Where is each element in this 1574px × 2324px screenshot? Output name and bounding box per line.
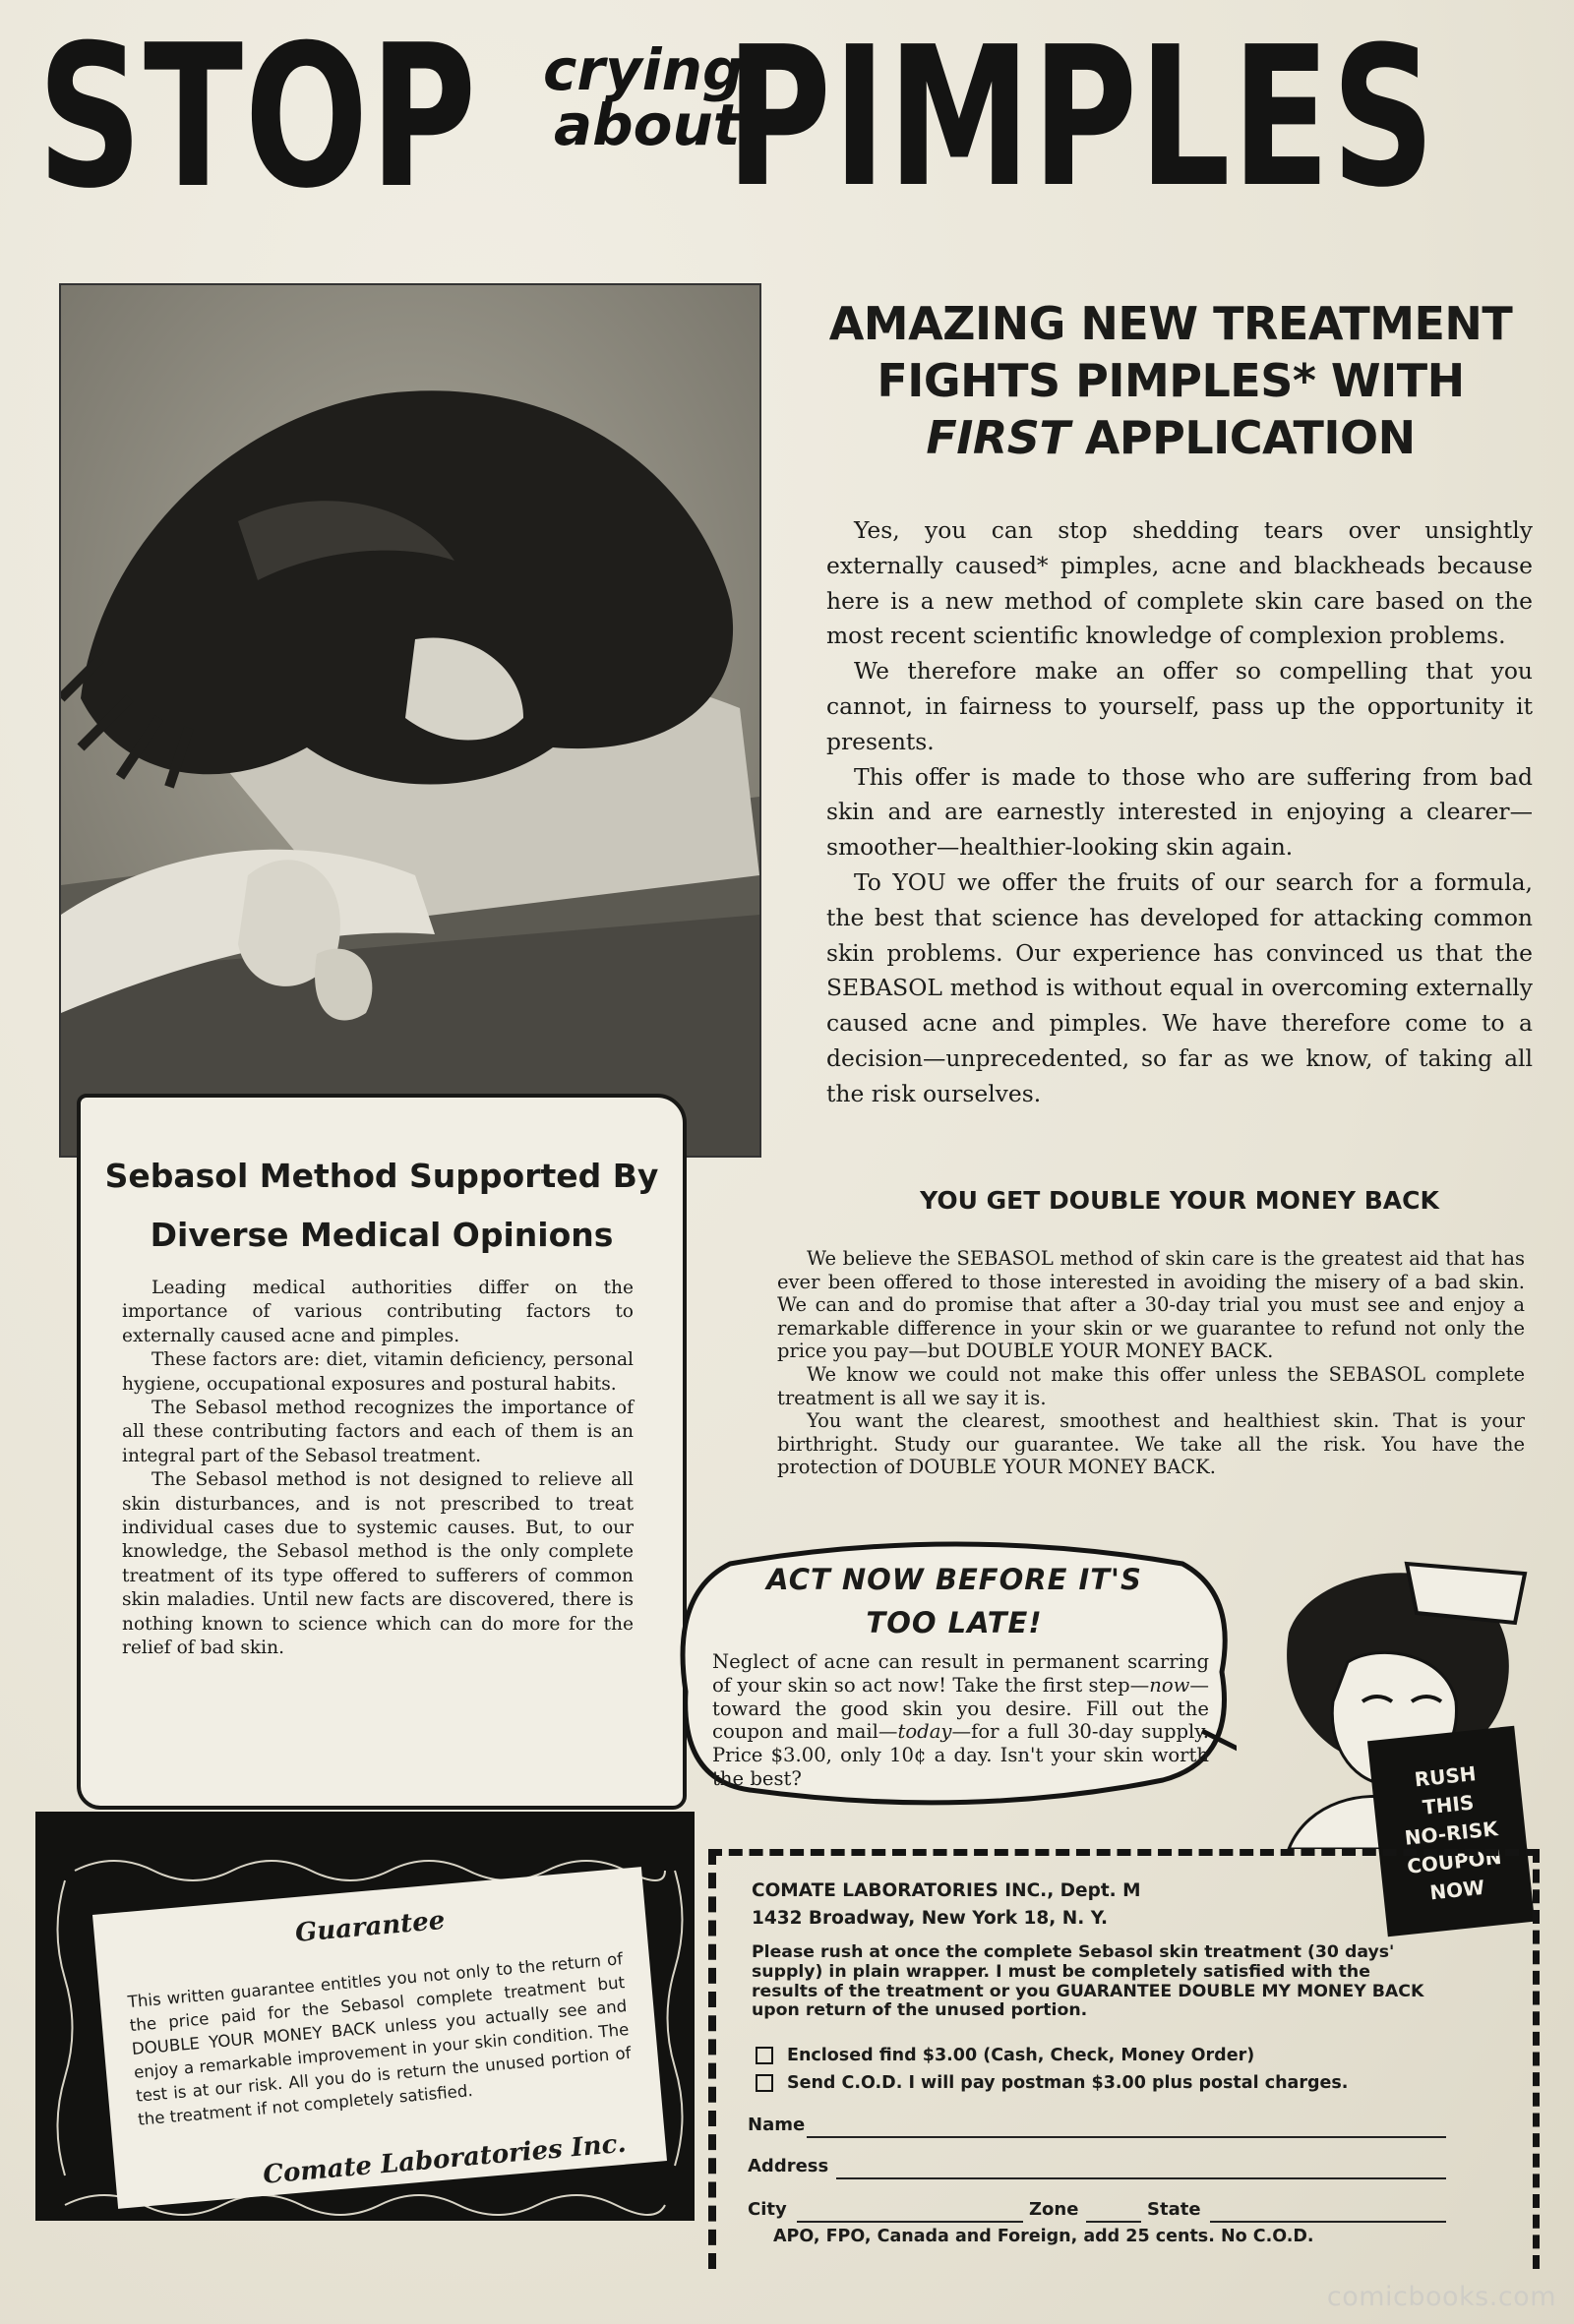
- rush-line: COUPON: [1406, 1844, 1503, 1878]
- right-headline-line3: [807, 409, 1535, 466]
- rush-line: NOW: [1428, 1875, 1486, 1905]
- headline-crying: crying: [543, 36, 744, 103]
- site-watermark: comicbooks.com: [1326, 2282, 1556, 2312]
- act-now-text: —toward the good skin you desire. Fill out the coupon and mail—: [712, 1673, 1209, 1744]
- name-field[interactable]: [807, 2136, 1446, 2138]
- medical-opinions-title: [81, 1147, 683, 1265]
- option-cod[interactable]: [756, 2073, 1348, 2093]
- guarantee-text: This written guarantee entitles you not only to the return of the price paid for the Sebasol complete treatment but DOUBLE YOUR MONEY BACK unless you actually see and enjoy a remarkable improvement in your skin condition. The test is at our risk. All you do is return the unused portion of the treatment if not completely satisfied.: [127, 1949, 633, 2129]
- act-now-title: [689, 1558, 1220, 1644]
- rush-line: THIS: [1421, 1790, 1476, 1819]
- field-state-label: State: [1147, 2199, 1201, 2220]
- field-city-label: City: [748, 2199, 787, 2220]
- guarantee-signature: Comate Laboratories Inc.: [262, 2128, 628, 2190]
- checkbox[interactable]: [756, 2047, 773, 2064]
- headline-about: about: [554, 91, 741, 158]
- support-paragraph: The Sebasol method recognizes the importance of all these contributing factors and each of them is an integral part of the Sebasol treatment.: [122, 1398, 634, 1466]
- money-back-copy: [777, 1247, 1525, 1479]
- act-now-emphasis: today: [897, 1720, 952, 1744]
- title-line: Diverse Medical Opinions: [150, 1216, 614, 1254]
- application-word: APPLICATION: [1069, 411, 1416, 464]
- right-headline-line1: AMAZING NEW TREATMENT: [828, 297, 1513, 350]
- headline-stop: STOP: [37, 3, 478, 232]
- option-label: Enclosed find $3.00 (Cash, Check, Money Order): [787, 2046, 1255, 2065]
- coupon-address: 1432 Broadway, New York 18, N. Y.: [752, 1908, 1109, 1929]
- crying-woman-photo: [59, 283, 761, 1158]
- guarantee-certificate: [35, 1812, 695, 2221]
- title-line: ACT NOW BEFORE IT'S: [766, 1563, 1142, 1596]
- medical-opinions-copy: [122, 1277, 634, 1661]
- coupon-instructions: Please rush at once the complete Sebasol skin treatment (30 days' supply) in plain wrapper. I must be completely satisfied with the results of the treatment or you GUARANTEE DOUBLE MY MONEY BACK upon return of the unused portion.: [752, 1942, 1424, 2021]
- support-paragraph: The Sebasol method is not designed to relieve all skin disturbances, and is not prescribed to treat individual cases due to systemic causes. But, to our knowledge, the Sebasol method is the only complete treatment of its type offered to sufferers of common skin maladies. Until new facts are discovered, there is nothing known to science which can do more for the relief of bad skin.: [122, 1469, 634, 1659]
- option-label: Send C.O.D. I will pay postman $3.00 plus postal charges.: [787, 2073, 1349, 2093]
- coupon-footer: APO, FPO, Canada and Foreign, add 25 cents. No C.O.D.: [773, 2227, 1314, 2246]
- act-now-copy: [712, 1650, 1209, 1791]
- first-word: FIRST: [926, 411, 1070, 464]
- rush-line: NO-RISK: [1403, 1817, 1499, 1850]
- field-zone-label: Zone: [1029, 2199, 1079, 2220]
- rush-line: RUSH: [1413, 1761, 1478, 1792]
- state-field[interactable]: [1210, 2221, 1446, 2223]
- checkbox[interactable]: [756, 2074, 773, 2092]
- support-paragraph: These factors are: diet, vitamin deficiency, personal hygiene, occupational exposures and postural habits.: [122, 1349, 634, 1395]
- field-address-label: Address: [748, 2156, 829, 2176]
- right-headline: [807, 295, 1535, 466]
- body-paragraph: This offer is made to those who are suffering from bad skin and are earnestly interested in enjoying a clearer—smoother—healthier-looking skin again.: [826, 762, 1533, 862]
- money-back-paragraph: We know we could not make this offer unless the SEBASOL complete treatment is all we say it is.: [777, 1362, 1525, 1409]
- title-line: TOO LATE!: [866, 1606, 1043, 1639]
- medical-opinions-box: [77, 1094, 687, 1810]
- guarantee-title: Guarantee: [293, 1905, 447, 1949]
- money-back-paragraph: We believe the SEBASOL method of skin care is the greatest aid that has ever been offered to those interested in avoiding the misery of a bad skin. We can and do promise that after a 30-day trial you must see and enjoy a remarkable difference in your skin or we guarantee to refund not only the price you pay—but DOUBLE YOUR MONEY BACK.: [777, 1247, 1525, 1363]
- coupon-company: COMATE LABORATORIES INC., Dept. M: [752, 1880, 1141, 1901]
- headline-pimples: PIMPLES: [726, 6, 1437, 230]
- money-back-paragraph: You want the clearest, smoothest and healthiest skin. That is your birthright. Study our guarantee. We take all the risk. You have the protection of DOUBLE YOUR MONEY BACK.: [777, 1409, 1525, 1479]
- body-paragraph: We therefore make an offer so compelling that you cannot, in fairness to yourself, pass up the opportunity it presents.: [826, 657, 1533, 755]
- act-now-text: Neglect of acne can result in permanent scarring of your skin so act now! Take the first step—: [712, 1650, 1209, 1697]
- guarantee-card: [92, 1867, 667, 2209]
- act-now-emphasis: now: [1149, 1673, 1190, 1697]
- right-headline-line2: FIGHTS PIMPLES* WITH: [877, 354, 1465, 407]
- support-paragraph: Leading medical authorities differ on the importance of various contributing factors to externally caused acne and pimples.: [122, 1278, 634, 1346]
- body-paragraph: To YOU we offer the fruits of our search for a formula, the best that science has developed for attacking common skin problems. Our experience has convinced us that the SEBASOL method is without equal in overcoming externally caused acne and pimples. We have therefore come to a decision—unprecedented, so far as we know, of taking all the risk ourselves.: [826, 867, 1533, 1107]
- field-name-label: Name: [748, 2115, 806, 2135]
- act-now-text: —for a full 30-day supply. Price $3.00, only 10¢ a day. Isn't your skin worth the best?: [712, 1720, 1209, 1790]
- body-copy: [826, 513, 1533, 1112]
- option-enclosed[interactable]: [756, 2046, 1254, 2065]
- zone-field[interactable]: [1086, 2221, 1141, 2223]
- address-field[interactable]: [836, 2177, 1446, 2179]
- photo-illustration: [61, 285, 759, 1156]
- body-paragraph: Yes, you can stop shedding tears over unsightly externally caused* pimples, acne and blackheads because here is a new method of complete skin care based on the most recent scientific knowledge of complexion problems.: [826, 516, 1533, 650]
- money-back-heading: YOU GET DOUBLE YOUR MONEY BACK: [920, 1186, 1439, 1215]
- title-line: Sebasol Method Supported By: [104, 1157, 659, 1195]
- city-field[interactable]: [797, 2221, 1023, 2223]
